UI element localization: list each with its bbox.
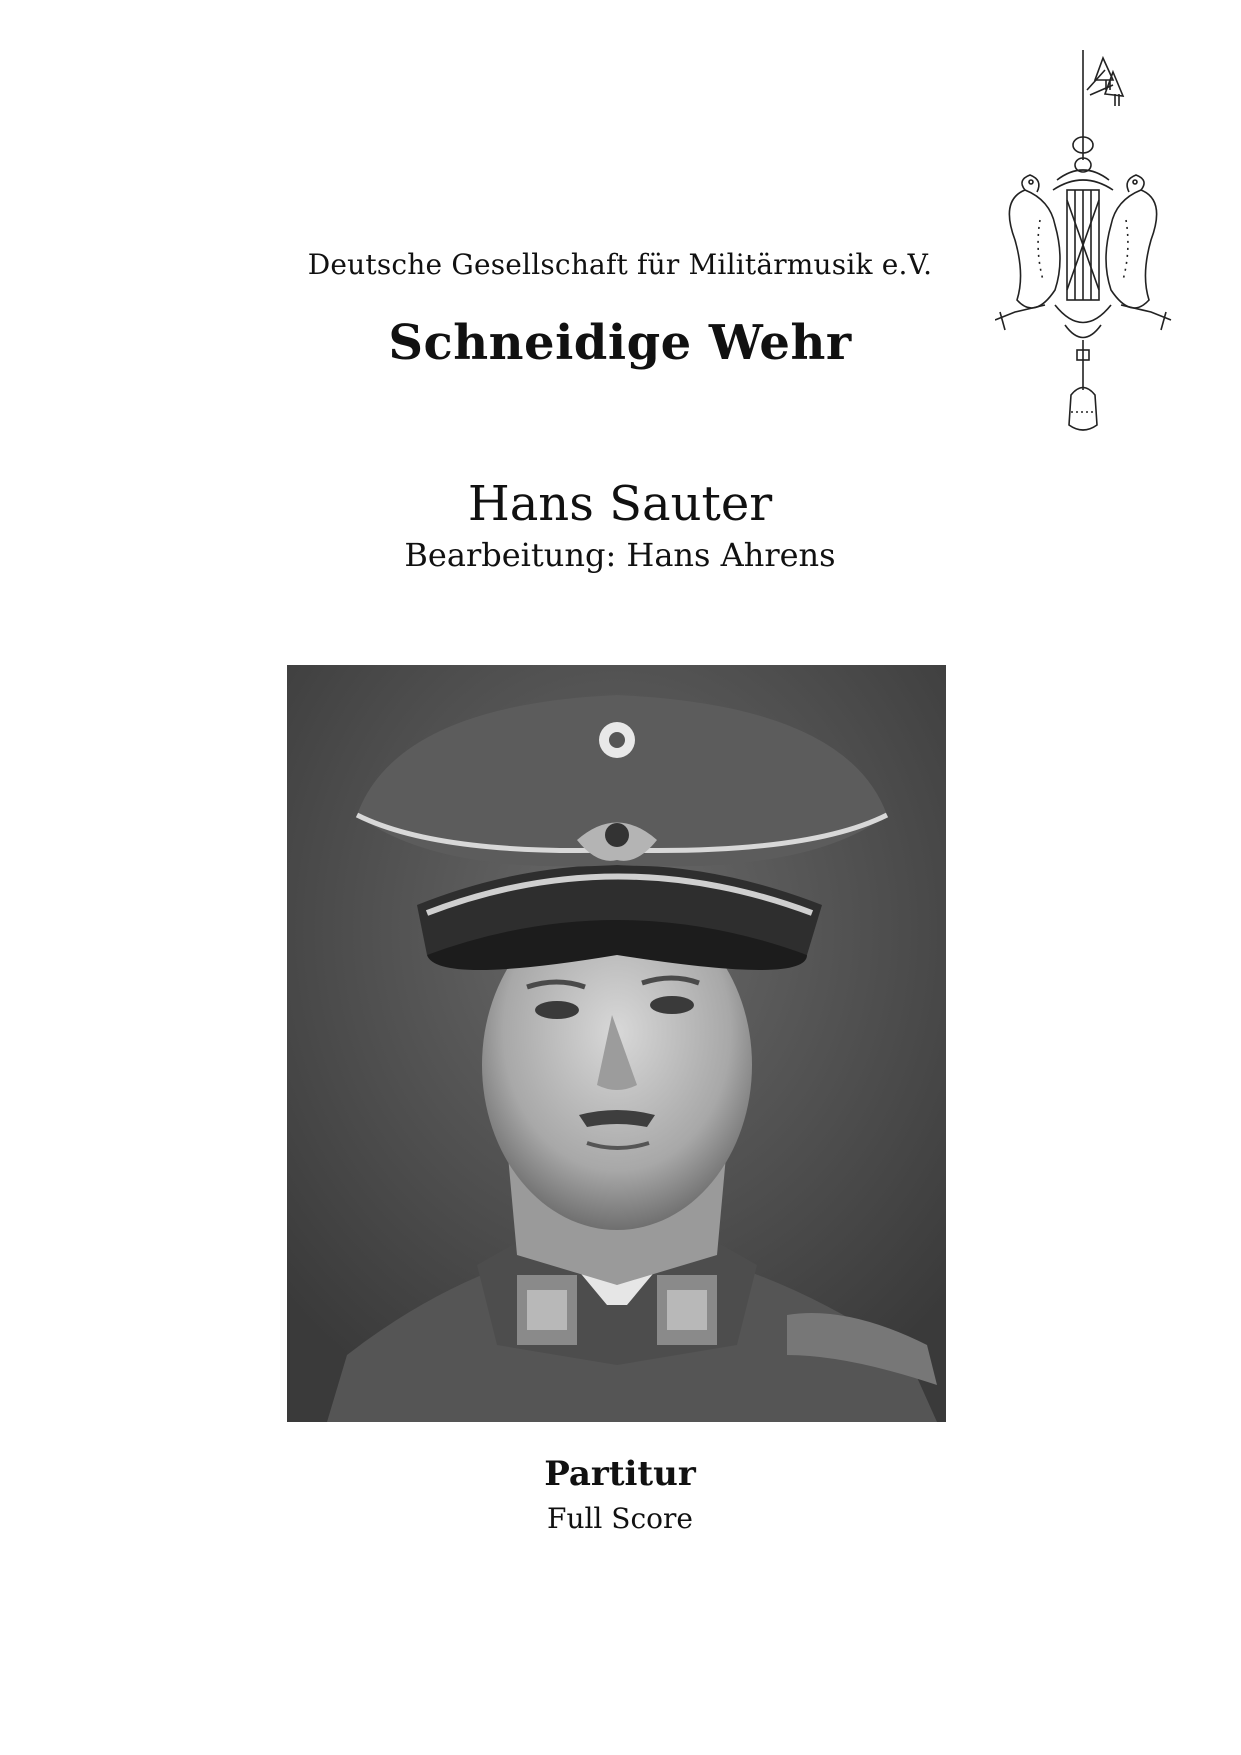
portrait-photo [287,665,946,1422]
society-name: Deutsche Gesellschaft für Militärmusik e.V. [307,248,933,281]
military-lyre-emblem-icon [995,50,1175,435]
arranger-credit: Bearbeitung: Hans Ahrens [404,536,836,574]
composer-name: Hans Sauter [467,476,773,532]
score-sublabel: Full Score [547,1502,693,1535]
score-label: Partitur [544,1454,696,1494]
page-title: Schneidige Wehr [388,315,852,371]
